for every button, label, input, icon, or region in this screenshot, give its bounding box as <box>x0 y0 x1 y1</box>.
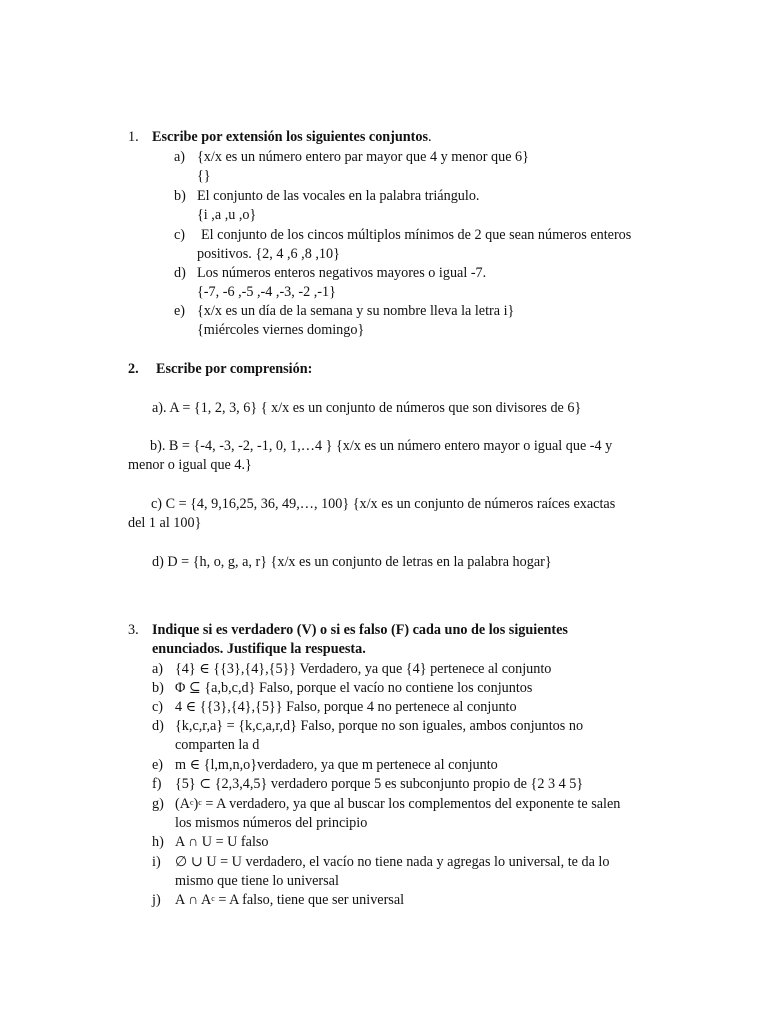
item-3h-text: A ∩ U = U falso <box>175 834 269 850</box>
item-1e-answer: {miércoles viernes domingo} <box>197 322 365 338</box>
section-1-heading-text: Escribe por extensión los siguientes conjuntos <box>152 129 429 145</box>
item-3d-letter: d) <box>152 718 164 734</box>
item-3i-cont: mismo que tiene lo universal <box>175 873 339 889</box>
item-1b-letter: b) <box>174 188 186 204</box>
item-3j-sup: c <box>211 894 215 903</box>
item-3d-cont: comparten la d <box>175 737 260 753</box>
item-1d-text: Los números enteros negativos mayores o igual -7. <box>197 265 487 281</box>
item-3d-text: {k,c,r,a} = {k,c,a,r,d} Falso, porque no son iguales, ambos conjuntos no <box>175 718 584 734</box>
item-1a-letter: a) <box>174 149 186 165</box>
section-2-heading: Escribe por comprensión: <box>156 361 313 377</box>
item-2d: d) D = {h, o, g, a, r} {x/x es un conjunto de letras en la palabra hogar} <box>152 554 552 570</box>
section-1-heading <box>152 128 432 146</box>
item-3i-text: ∅ ∪ U = U verdadero, el vacío no tiene nada y agregas lo universal, te da lo <box>175 854 610 870</box>
item-3i-letter: i) <box>152 854 161 870</box>
section-3-heading-line1: Indique si es verdadero (V) o si es falso (F) cada uno de los siguientes <box>152 622 568 638</box>
item-3b-letter: b) <box>152 680 164 696</box>
item-3c-text: 4 ∈ {{3},{4},{5}} Falso, porque 4 no pertenece al conjunto <box>175 699 517 715</box>
item-3g-body: = A verdadero, ya que al buscar los complementos del exponente te salen <box>201 796 621 812</box>
item-3c-letter: c) <box>152 699 164 715</box>
item-3g-text <box>175 795 620 813</box>
item-3g-pre: (A <box>175 796 190 812</box>
item-3g-sup2: c <box>198 798 202 807</box>
section-3-number: 3. <box>128 622 139 638</box>
item-3h-letter: h) <box>152 834 164 850</box>
item-1c-letter: c) <box>174 227 186 243</box>
item-1d-answer: {-7, -6 ,-5 ,-4 ,-3, -2 ,-1} <box>197 284 336 300</box>
item-3g-sup1: c <box>189 798 194 807</box>
item-1b-text: El conjunto de las vocales en la palabra triángulo. <box>197 188 480 204</box>
item-1e-text: {x/x es un día de la semana y su nombre lleva la letra i} <box>197 303 515 319</box>
item-3g-cont: los mismos números del principio <box>175 815 368 831</box>
item-3j-body: = A falso, tiene que ser universal <box>214 892 405 908</box>
item-3e-letter: e) <box>152 757 164 773</box>
section-3-heading-line2: enunciados. Justifique la respuesta. <box>152 641 366 657</box>
item-1a-text: {x/x es un número entero par mayor que 4 y menor que 6} <box>197 149 529 165</box>
item-3e-text: m ∈ {l,m,n,o}verdadero, ya que m pertenece al conjunto <box>175 757 498 773</box>
item-1c-answer: positivos. {2, 4 ,6 ,8 ,10} <box>197 246 340 262</box>
item-1d-letter: d) <box>174 265 186 281</box>
item-3j-pre: A ∩ A <box>175 892 212 908</box>
item-2c-line2: del 1 al 100} <box>128 515 202 531</box>
item-1b-answer: {i ,a ,u ,o} <box>197 207 257 223</box>
section-1-number: 1. <box>128 129 139 145</box>
section-2-number: 2. <box>128 361 139 377</box>
item-3j-text <box>175 891 404 909</box>
item-3f-letter: f) <box>152 776 162 792</box>
item-2a: a). A = {1, 2, 3, 6} { x/x es un conjunto de números que son divisores de 6} <box>152 400 582 416</box>
item-3b-text: Φ ⊆ {a,b,c,d} Falso, porque el vacío no contiene los conjuntos <box>175 680 533 696</box>
item-1a-answer: {} <box>197 168 211 184</box>
item-3g-letter: g) <box>152 796 164 812</box>
item-2b-line1: b). B = {-4, -3, -2, -1, 0, 1,…4 } {x/x es un número entero mayor o igual que -4 y <box>150 438 613 454</box>
item-3g-mid: ) <box>193 796 199 812</box>
item-3a-letter: a) <box>152 661 164 677</box>
item-2b-line2: menor o igual que 4.} <box>128 457 252 473</box>
item-1c-text: El conjunto de los cincos múltiplos mínimos de 2 que sean números enteros <box>201 227 632 243</box>
item-1e-letter: e) <box>174 303 186 319</box>
item-3f-text: {5} ⊂ {2,3,4,5} verdadero porque 5 es subconjunto propio de {2 3 4 5} <box>175 776 584 792</box>
section-1-heading-end: . <box>428 129 432 145</box>
item-3a-text: {4} ∈ {{3},{4},{5}} Verdadero, ya que {4} pertenece al conjunto <box>175 661 552 677</box>
item-3j-letter: j) <box>152 892 161 908</box>
item-2c-line1: c) C = {4, 9,16,25, 36, 49,…, 100} {x/x es un conjunto de números raíces exactas <box>151 496 616 512</box>
